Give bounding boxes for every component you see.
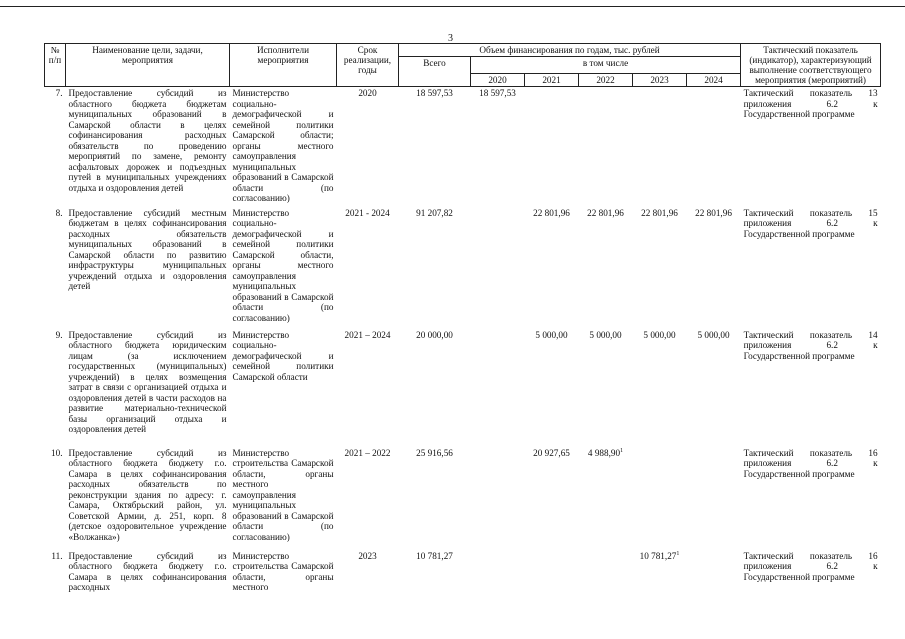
row-measure-name: Предоставление субсидий из областного бюджета бюджету г.о. Самара в целях софинансирования расходных [68,550,227,592]
header-financing: Объем финансирования по годам, тыс. рублей [399,44,741,57]
row-2020 [471,207,525,329]
header-including: в том числе [471,57,741,74]
row-2024 [687,550,741,594]
header-year-2021: 2021 [525,74,579,87]
row-2024 [687,447,741,550]
row-measure-name: Предоставление субсидий из областного бюджета юридическим лицам (за исключением государственных (муниципальных) учреждений) в целях возмещения затрат в связи с организацией отдыха и оздоровления детей в части расходов на развитие материально-технической базы организаций отдыха и оздоровления детей [68,329,227,434]
header-indicator: Тактический показатель (индикатор), характеризующий выполнение соответствующего мероприятия (мероприятий) [741,44,881,87]
row-number: 10. [51,447,63,458]
row-term: 2023 [358,550,377,561]
header-year-2024: 2024 [687,74,741,87]
row-2022: 22 801,96 [587,207,624,218]
row-executor: Министерство строительства Самарской области, органы местного [232,550,334,592]
table-header [45,44,881,87]
row-number: 7. [55,88,63,98]
header-year-2023: 2023 [633,74,687,87]
row-2024: 22 801,96 [695,207,732,218]
header-name: Наименование цели, задачи, мероприятия [66,44,230,87]
program-measures-table [44,43,881,594]
row-executor: Министерство социально-демографической и семейной политики Самарской области, органы местного самоуправления муниципальных образований в Самарской области (по согласованию) [232,207,334,323]
header-year-2022: 2022 [579,74,633,87]
row-2020 [471,447,525,550]
row-2023: 10 781,27$^1$ [639,550,680,561]
row-term: 2021 – 2022 [344,447,391,458]
row-total: 25 916,56 [416,447,453,458]
row-total: 18 597,53 [416,88,453,98]
row-2023 [633,87,687,207]
row-2024: 5 000,00 [697,329,730,340]
row-2023: 22 801,96 [641,207,678,218]
header-term: Срок реализации, годы [337,44,399,87]
row-indicator: Тактический показатель 15 приложения 6.2 к Государственной программе [743,207,878,239]
row-2022: 4 988,90$^1$ [587,447,624,458]
table-row [45,447,881,550]
row-2021: 22 801,96 [533,207,570,218]
page-number: 3 [448,33,453,44]
scan-edge-line [0,6,905,7]
table-row [45,87,881,207]
header-total: Всего [399,57,471,87]
row-executor: Министерство строительства Самарской области, органы местного самоуправления муниципальных образований в Самарской области (по согласованию) [232,447,334,542]
row-2022 [579,550,633,594]
row-term: 2021 - 2024 [345,207,390,218]
row-2023 [633,447,687,550]
row-executor: Министерство социально-демографической и семейной политики Самарской области; органы местного самоуправления муниципальных образований в Самарской области (по согласованию) [232,88,334,203]
row-measure-name: Предоставление субсидий местным бюджетам в целях софинансирования расходных обязательств муниципальных образований в Самарской области по развитию инфраструктуры муниципальных учреждений отдыха и оздоровления детей [68,207,227,291]
row-executor: Министерство социально-демографической и семейной политики Самарской области [232,329,334,382]
row-indicator: Тактический показатель 13 приложения 6.2 к Государственной программе [743,88,878,119]
row-number: 8. [55,207,63,218]
table-row [45,550,881,594]
row-2023: 5 000,00 [643,329,676,340]
row-2020: 18 597,53 [479,88,516,98]
row-indicator: Тактический показатель 16 приложения 6.2 к Государственной программе [743,550,878,582]
row-measure-name: Предоставление субсидий из областного бюджета бюджетам муниципальных образований в Самарской области в целях софинансирования расходных обязательств по проведению мероприятий по замене, ремонту асфальтовых дорожек и подъездных путей в муниципальных учреждениях отдыха и оздоровления детей [68,88,227,193]
row-total: 20 000,00 [416,329,453,340]
row-2022: 5 000,00 [589,329,622,340]
row-2021 [525,87,579,207]
row-2021 [525,550,579,594]
row-measure-name: Предоставление субсидий из областного бюджета бюджету г.о. Самара в целях софинансирования расходных обязательств по реконструкции здания по адресу: г. Самара, Октябрьский район, ул. Советской Армии, д. 251, корп. 8 (детское оздоровительное учреждение «Волжанка») [68,447,227,542]
header-year-2020: 2020 [471,74,525,87]
row-indicator: Тактический показатель 16 приложения 6.2 к Государственной программе [743,447,878,479]
row-2020 [471,550,525,594]
row-indicator: Тактический показатель 14 приложения 6.2 к Государственной программе [743,329,878,361]
row-2020 [471,329,525,447]
row-2021: 20 927,65 [533,447,570,458]
row-2022 [579,87,633,207]
header-executor: Исполнители мероприятия [230,44,337,87]
row-number: 9. [55,329,63,340]
row-total: 91 207,82 [416,207,453,218]
table-row [45,329,881,447]
row-number: 11. [51,550,63,561]
row-term: 2021 – 2024 [344,329,391,340]
row-term: 2020 [358,88,377,98]
header-num: № п/п [45,44,66,87]
row-total: 10 781,27 [416,550,453,561]
row-2024 [687,87,741,207]
row-2021: 5 000,00 [535,329,568,340]
table-row [45,207,881,329]
